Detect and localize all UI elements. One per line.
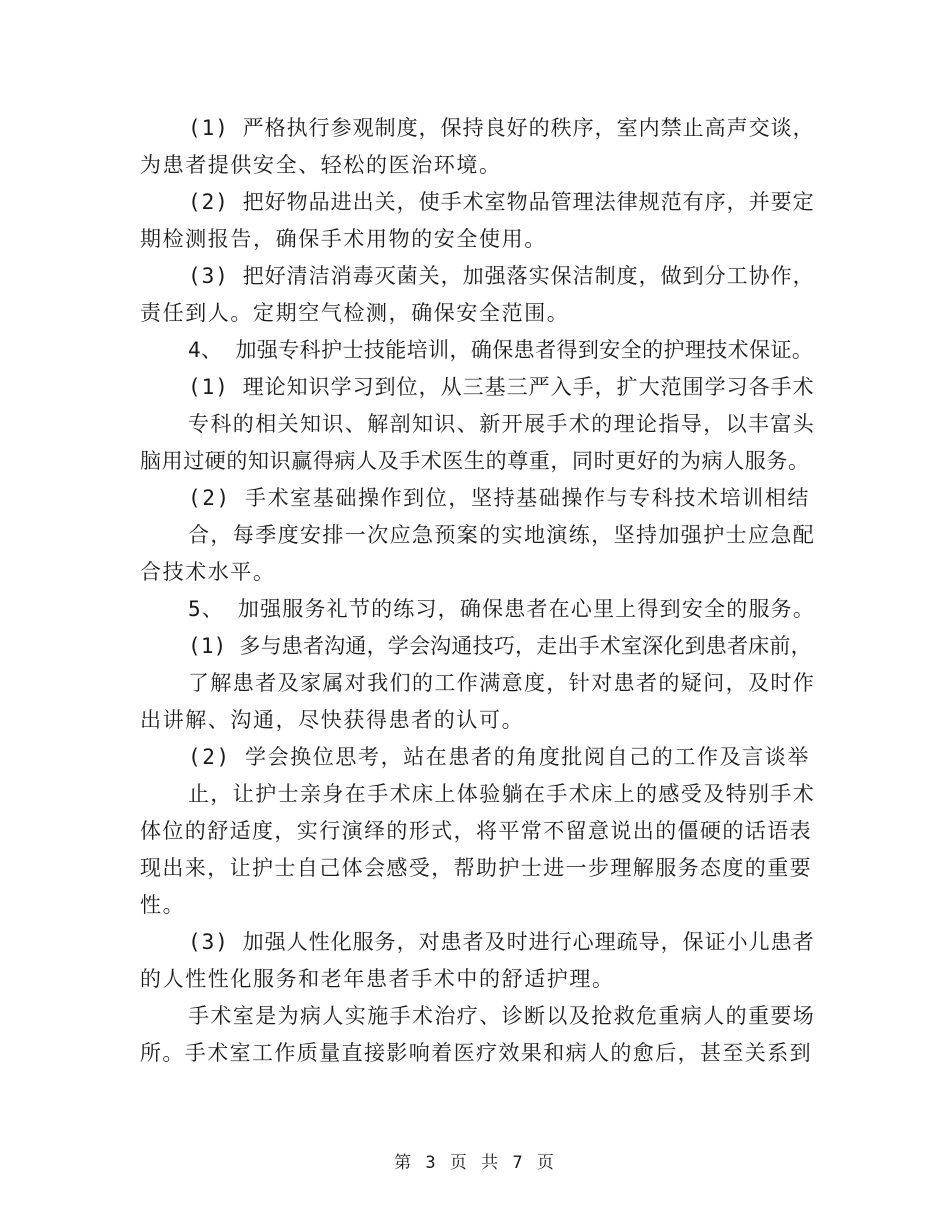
text-line: 现出来，让护士自己体会感受，帮助护士进一步理解服务态度的重要 [140, 856, 812, 880]
text-line: 了解患者及家属对我们的工作满意度，针对患者的疑问，及时作 [188, 671, 816, 695]
text-line: 责任到人。定期空气检测，确保安全范围。 [140, 301, 570, 325]
text-line: (1) 严格执行参观制度，保持良好的秩序，室内禁止高声交谈， [188, 116, 815, 140]
page-number-footer: 第 3 页 共 7 页 [394, 1153, 556, 1173]
text-line: 4、 加强专科护士技能培训，确保患者得到安全的护理技术保证。 [188, 338, 814, 362]
text-line: 的人性性化服务和老年患者手术中的舒适护理。 [140, 967, 615, 991]
text-line: 手术室是为病人实施手术治疗、诊断以及抢救危重病人的重要场 [188, 1004, 816, 1028]
text-line: 期检测报告，确保手术用物的安全使用。 [140, 227, 547, 251]
text-line: (3) 加强人性化服务，对患者及时进行心理疏导，保证小儿患者 [188, 930, 815, 954]
text-line: (3) 把好清洁消毒灭菌关，加强落实保洁制度，做到分工协作， [188, 264, 815, 288]
text-line: 专科的相关知识、解剖知识、新开展手术的理论指导，以丰富头 [188, 412, 816, 436]
text-line: 所。手术室工作质量直接影响着医疗效果和病人的愈后，甚至关系到 [140, 1041, 812, 1065]
text-line: (2) 把好物品进出关，使手术室物品管理法律规范有序，并要定 [188, 190, 815, 214]
text-line: 止，让护士亲身在手术床上体验躺在手术床上的感受及特别手术 [188, 782, 816, 806]
text-line: (2) 学会换位思考，站在患者的角度批阅自己的工作及言谈举 [188, 745, 810, 769]
text-line: 体位的舒适度，实行演绎的形式，将平常不留意说出的僵硬的话语表 [140, 819, 812, 843]
text-line: (1) 理论知识学习到位，从三基三严入手，扩大范围学习各手术 [188, 375, 815, 399]
text-line: 出讲解、沟通，尽快获得患者的认可。 [140, 708, 525, 732]
text-line: (2) 手术室基础操作到位，坚持基础操作与专科技术培训相结 [188, 486, 810, 510]
text-line: 合，每季度安排一次应急预案的实地演练，坚持加强护士应急配 [188, 523, 816, 547]
text-line: 5、 加强服务礼节的练习，确保患者在心里上得到安全的服务。 [188, 597, 816, 621]
text-line: 脑用过硬的知识赢得病人及手术医生的尊重，同时更好的为病人服务。 [140, 449, 810, 473]
text-line: 为患者提供安全、轻松的医治环境。 [140, 153, 502, 177]
text-line: (1) 多与患者沟通，学会沟通技巧，走出手术室深化到患者床前， [188, 634, 812, 658]
text-line: 性。 [140, 893, 186, 917]
text-line: 合技术水平。 [140, 560, 276, 584]
